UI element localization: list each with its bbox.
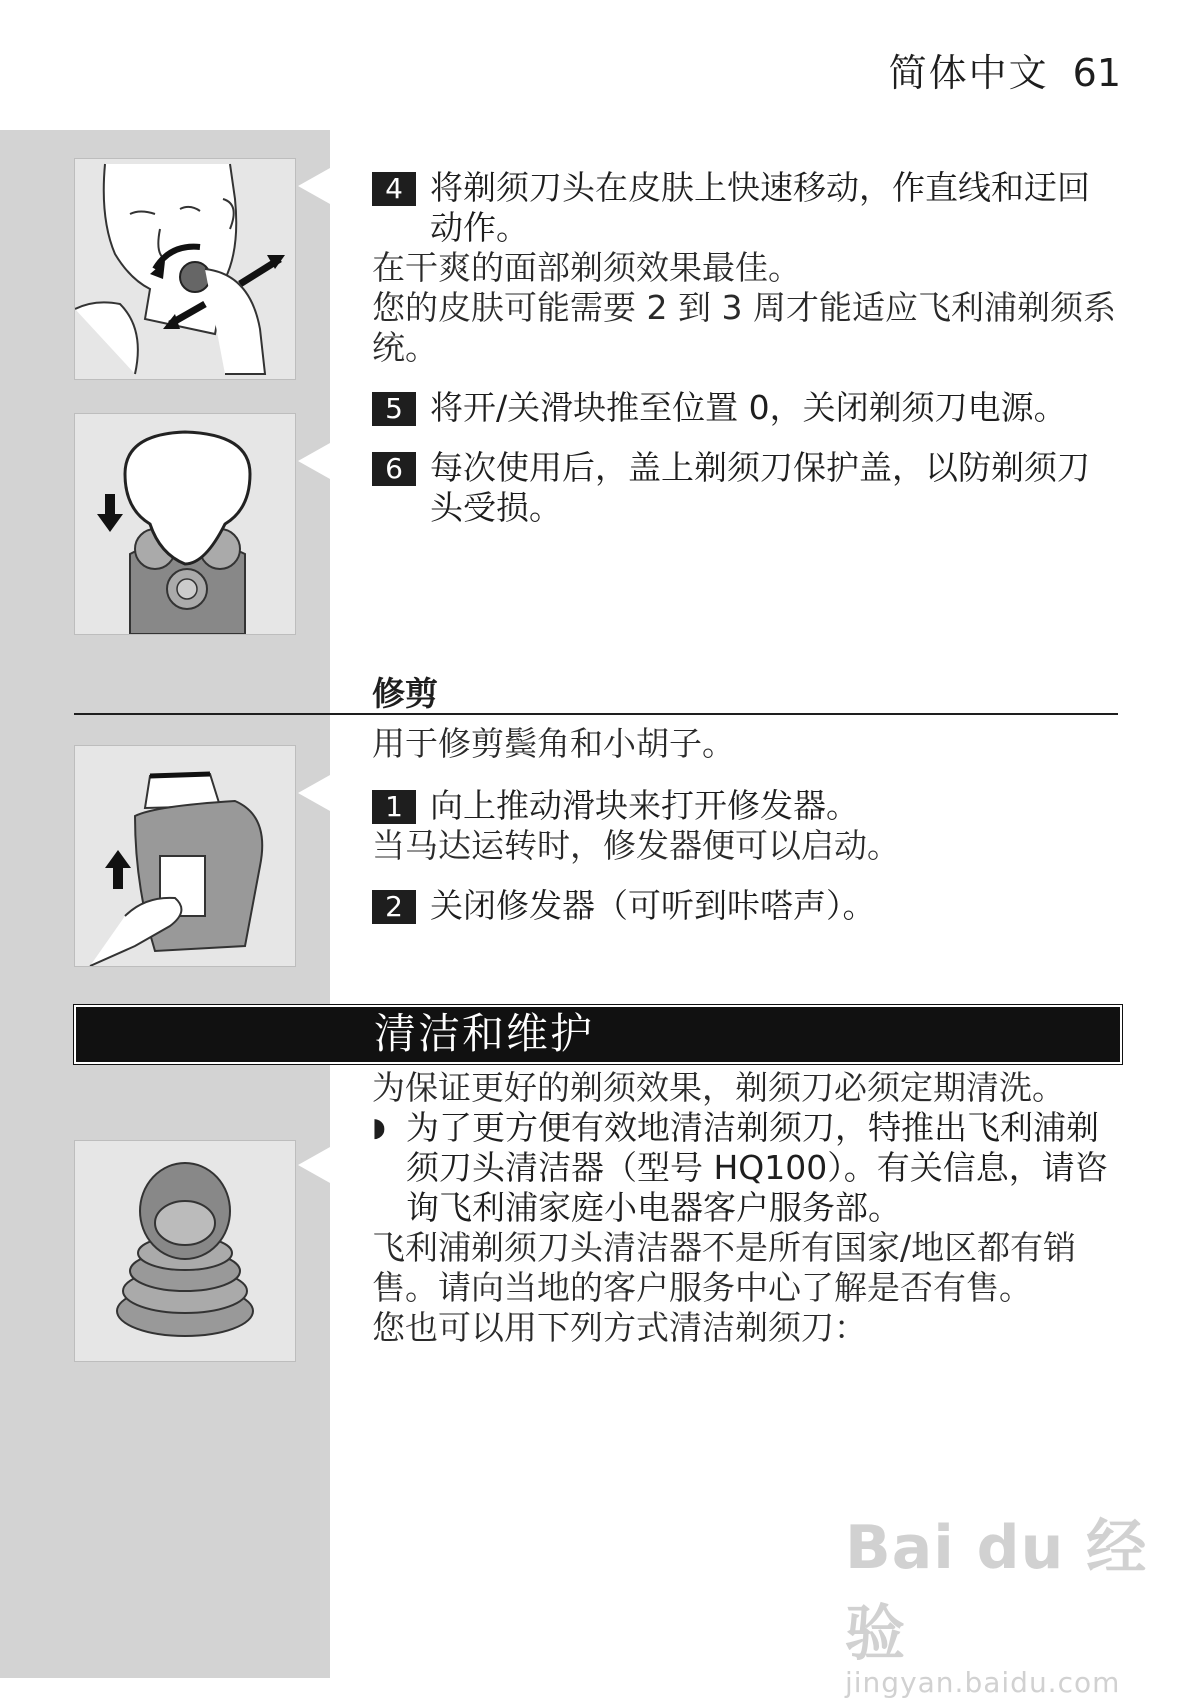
trim-step-1: [372, 786, 1117, 826]
watermark-url: jingyan.baidu.com: [845, 1666, 1121, 1699]
section-divider: [74, 713, 1118, 715]
alt-cleaning-note: 您也可以用下列方式清洁剃须刀：: [372, 1308, 867, 1347]
step-number: 6: [372, 452, 416, 486]
cleaning-title: 清洁和维护: [374, 1009, 595, 1058]
step-number: 4: [372, 172, 416, 206]
trimmer-illustration: [74, 745, 296, 967]
bullet-icon: ◗: [372, 1113, 386, 1143]
page-number: 61: [1072, 51, 1121, 95]
header-language: 简体中文: [888, 51, 1049, 95]
figure-pointer: [298, 168, 330, 204]
figure-pointer: [298, 443, 330, 479]
note-adapt-weeks: 您的皮肤可能需要 2 到 3 周才能适应飞利浦剃须系统。: [372, 288, 1116, 367]
shaving-block: [372, 168, 1117, 528]
step-text: 关闭修发器（可听到咔嗒声）。: [430, 886, 876, 925]
bullet-text: 为了更方便有效地清洁剃须刀，特推出飞利浦剃须刀头清洁器（型号 HQ100）。有关信息，请咨询飞利浦家庭小电器客户服务部。: [406, 1108, 1108, 1227]
trimming-intro: 用于修剪鬓角和小胡子。: [372, 724, 735, 763]
figure-pointer: [298, 1147, 330, 1183]
cleaning-section-bar: [74, 1005, 1122, 1064]
cleaning-block: [372, 1068, 1117, 1348]
step-text: 向上推动滑块来打开修发器。: [430, 786, 859, 825]
cleaner-illustration: [74, 1140, 296, 1362]
trim-step-2: [372, 886, 1117, 926]
protective-cap-illustration: [74, 413, 296, 635]
step-text: 每次使用后，盖上剃须刀保护盖，以防剃须刀头受损。: [430, 448, 1090, 527]
step-text: 将开/关滑块推至位置 0，关闭剃须刀电源。: [430, 388, 1067, 427]
step-6: [372, 448, 1117, 528]
note-dry-face: 在干爽的面部剃须效果最佳。: [372, 248, 801, 287]
step-4: [372, 168, 1117, 248]
baidu-watermark: [845, 1500, 1191, 1699]
cleaning-intro: 为保证更好的剃须效果，剃须刀必须定期清洗。: [372, 1068, 1065, 1107]
step-number: 1: [372, 790, 416, 824]
cleaner-availability-note: 飞利浦剃须刀头清洁器不是所有国家/地区都有销售。请向当地的客户服务中心了解是否有售。: [372, 1228, 1077, 1307]
figure-pointer: [298, 775, 330, 811]
watermark-logo: Bai du 经验: [845, 1513, 1148, 1669]
trimming-block: [372, 724, 1117, 926]
step-5: [372, 388, 1117, 428]
face-shaving-illustration: [74, 158, 296, 380]
step-text: 将剃须刀头在皮肤上快速移动，作直线和迂回动作。: [430, 168, 1090, 247]
step-number: 5: [372, 392, 416, 426]
cleaning-bullet: [372, 1108, 1117, 1228]
trimming-heading: 修剪: [372, 674, 438, 713]
trimming-note: 当马达运转时，修发器便可以启动。: [372, 826, 900, 865]
step-number: 2: [372, 890, 416, 924]
page-header: [889, 42, 1121, 97]
